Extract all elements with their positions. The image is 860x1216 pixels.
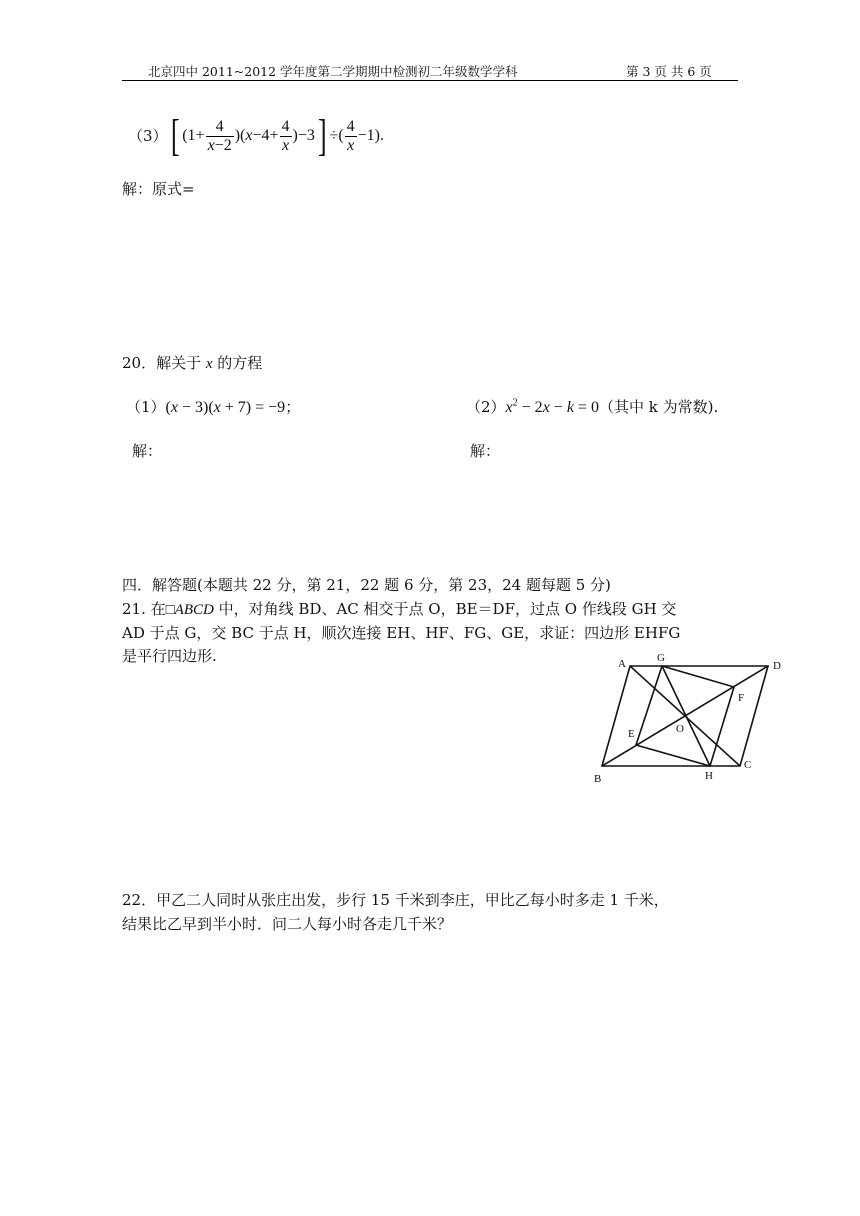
- label-e: E: [628, 728, 635, 740]
- q20-part2: [466, 396, 718, 417]
- section4-title: 四．解答题(本题共 22 分，第 21，22 题 6 分，第 23，24 题每题 5 分): [122, 576, 611, 594]
- q21-parallelogram-symbol: □ABCD: [165, 602, 214, 618]
- label-o: O: [676, 723, 684, 735]
- q20-part2-equation: $x^2 - 2x - k = 0$: [505, 397, 599, 416]
- diagonal-bd: [602, 666, 768, 766]
- header-page-number: 第 3 页 共 6 页: [626, 64, 712, 79]
- q19-3-formula: [ (1+ $\frac{4}{x-2}$ )(x−4+ $\frac{4}{x}$ )−3] ÷( $\frac{4}{x}$ −1).: [170, 111, 384, 160]
- label-a: A: [618, 658, 626, 670]
- q21-line3: 是平行四边形.: [122, 647, 217, 665]
- label-d: D: [773, 660, 781, 672]
- q19-3-label: （3）: [128, 127, 168, 146]
- label-b: B: [594, 773, 602, 785]
- q21-line2: AD 于点 G，交 BC 于点 H，顺次连接 EH、HF、FG、GE，求证：四边形 EHFG: [122, 624, 681, 642]
- label-c: C: [744, 759, 752, 771]
- q20-part1-equation: (x − 3)(x + 7) = −9: [165, 399, 286, 416]
- q20-title-post: 的方程: [212, 354, 263, 372]
- q19-3-expression: [128, 111, 384, 160]
- q20-part2-label: （2）: [466, 398, 506, 416]
- q20-title: [122, 352, 262, 373]
- header-rule: [122, 80, 738, 81]
- q19-3-solution: 解：原式=: [122, 180, 195, 198]
- q21-geometry-figure: [588, 650, 788, 790]
- q20-title-pre: 20．解关于: [122, 354, 206, 372]
- q20-part1-tail: ；: [285, 398, 301, 416]
- q20-part2-solution: 解：: [470, 442, 501, 460]
- label-f: F: [738, 692, 745, 704]
- q22-line1: 22．甲乙二人同时从张庄出发，步行 15 千米到李庄，甲比乙每小时多走 1 千米，: [122, 891, 669, 909]
- label-h: H: [705, 770, 713, 782]
- q20-part2-tail: （其中 k 为常数).: [598, 398, 719, 416]
- q20-part1-solution: 解：: [132, 442, 163, 460]
- q20-part1-label: （1）: [126, 398, 166, 416]
- header-title: 北京四中 2011~2012 学年度第二学期期中检测初二年级数学学科: [148, 64, 518, 79]
- label-g: G: [657, 652, 665, 664]
- segment-gh: [662, 666, 710, 766]
- q21-line1-pre: 21. 在: [122, 600, 166, 618]
- q20-part1: [126, 396, 300, 417]
- q20-title-var: x: [205, 356, 213, 372]
- q21-line1-post: 中，对角线 BD、AC 相交于点 O，BE＝DF，过点 O 作线段 GH 交: [213, 600, 677, 618]
- q22-line2: 结果比乙早到半小时．问二人每小时各走几千米？: [122, 915, 453, 933]
- q21-line1: [122, 598, 676, 619]
